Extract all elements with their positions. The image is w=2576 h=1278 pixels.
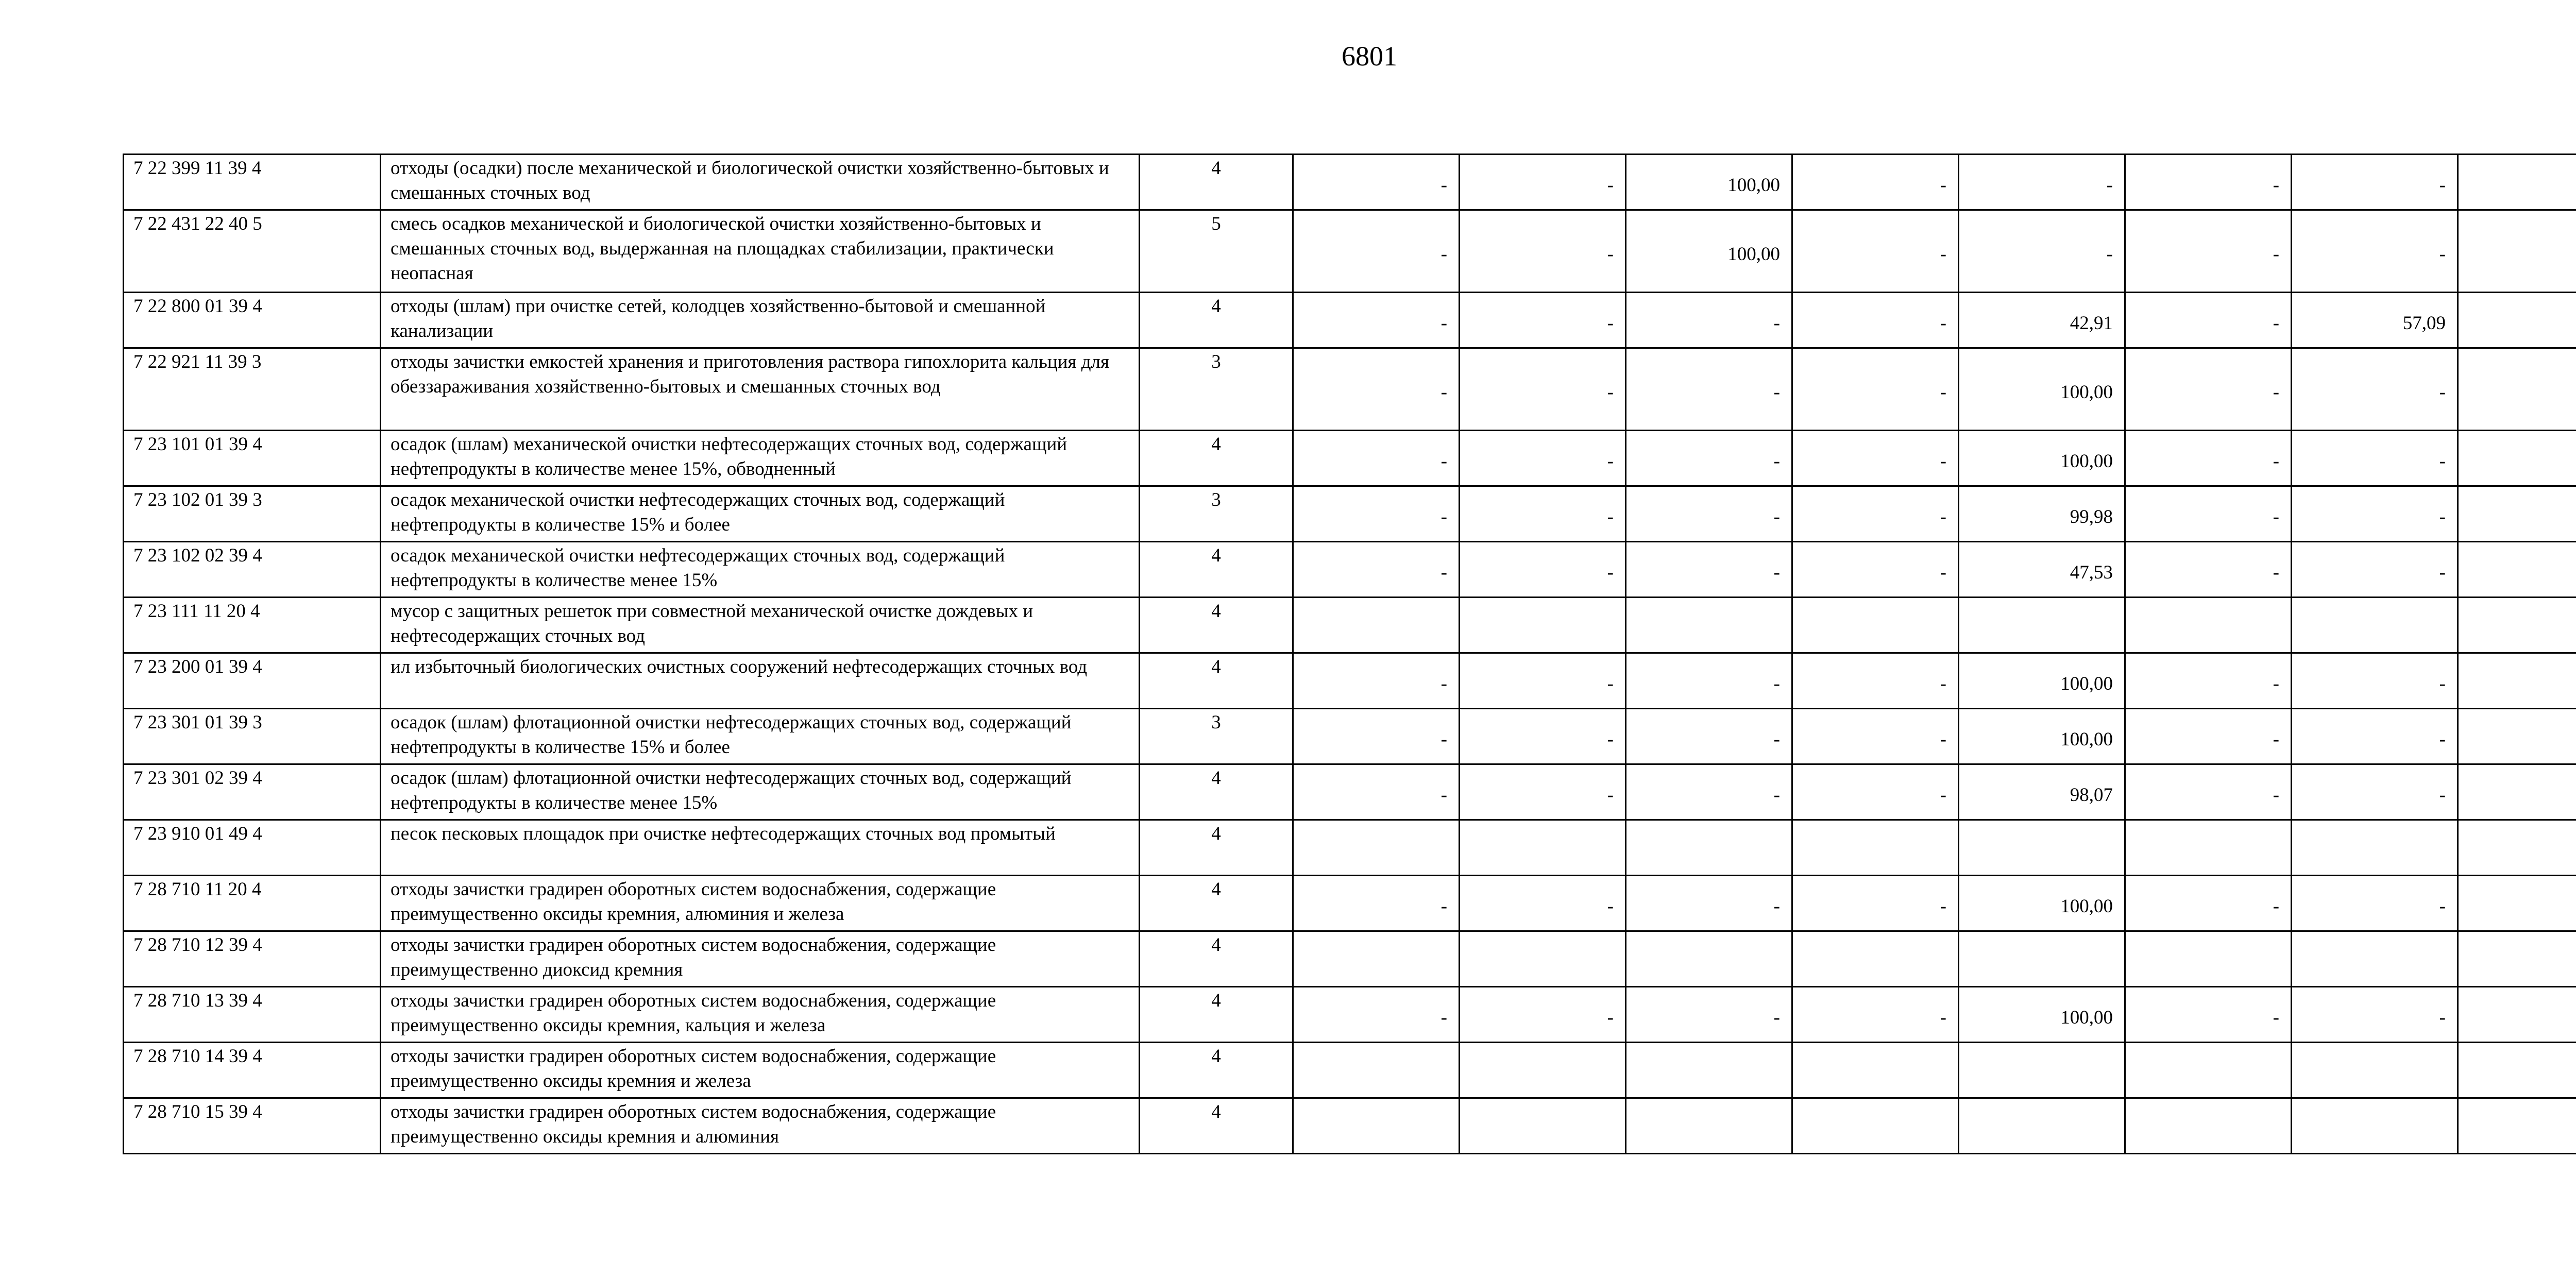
waste-description-cell: отходы зачистки градирен оборотных систем водоснабжения, содержащие преимущественно оксиды кремния и алюминия <box>381 1098 1140 1154</box>
percentage-cell: 42,91 <box>1959 293 2125 348</box>
table-row <box>124 987 2576 1043</box>
percentage-cell <box>1293 820 1460 876</box>
hazard-class-cell: 4 <box>1140 931 1293 987</box>
percentage-cell <box>2458 542 2576 598</box>
percentage-cell <box>1792 1098 1959 1154</box>
waste-code-cell: 7 23 111 11 20 4 <box>124 598 381 653</box>
percentage-cell: 100,00 <box>1959 987 2125 1043</box>
percentage-cell: - <box>1792 210 1959 293</box>
percentage-cell <box>2458 155 2576 210</box>
hazard-class-cell: 4 <box>1140 1043 1293 1098</box>
percentage-cell: - <box>2292 653 2458 709</box>
waste-description-cell: ил избыточный биологических очистных сооружений нефтесодержащих сточных вод <box>381 653 1140 709</box>
percentage-cell: - <box>2125 293 2292 348</box>
percentage-cell: - <box>1460 486 1626 542</box>
percentage-cell: - <box>1792 293 1959 348</box>
percentage-cell <box>2125 820 2292 876</box>
waste-code-cell: 7 23 301 02 39 4 <box>124 764 381 820</box>
percentage-cell: - <box>1626 293 1792 348</box>
table-row <box>124 931 2576 987</box>
waste-code-cell: 7 28 710 11 20 4 <box>124 876 381 931</box>
waste-code-cell: 7 28 710 14 39 4 <box>124 1043 381 1098</box>
percentage-cell: - <box>1792 155 1959 210</box>
percentage-cell <box>1626 1098 1792 1154</box>
percentage-cell <box>1959 820 2125 876</box>
waste-code-cell: 7 28 710 15 39 4 <box>124 1098 381 1154</box>
waste-description-cell: осадок механической очистки нефтесодержащих сточных вод, содержащий нефтепродукты в количестве менее 15% <box>381 542 1140 598</box>
percentage-cell: - <box>1792 486 1959 542</box>
percentage-cell: - <box>1293 486 1460 542</box>
waste-description-cell: отходы зачистки емкостей хранения и приготовления раствора гипохлорита кальция для обеззараживания хозяйственно-бытовых и смешанных сточных вод <box>381 348 1140 431</box>
percentage-cell <box>2292 1098 2458 1154</box>
percentage-cell: - <box>2292 348 2458 431</box>
table-row <box>124 764 2576 820</box>
percentage-cell <box>1460 820 1626 876</box>
waste-description-cell: отходы зачистки градирен оборотных систем водоснабжения, содержащие преимущественно оксиды кремния, кальция и железа <box>381 987 1140 1043</box>
percentage-cell: - <box>1460 348 1626 431</box>
percentage-cell: - <box>1293 709 1460 764</box>
percentage-cell <box>2458 764 2576 820</box>
table-row <box>124 293 2576 348</box>
percentage-cell <box>1460 931 1626 987</box>
percentage-cell <box>1626 598 1792 653</box>
percentage-cell <box>1293 598 1460 653</box>
percentage-cell: 100,00 <box>1959 709 2125 764</box>
percentage-cell <box>1460 598 1626 653</box>
table-row <box>124 348 2576 431</box>
waste-code-cell: 7 28 710 13 39 4 <box>124 987 381 1043</box>
waste-description-cell: отходы (шлам) при очистке сетей, колодцев хозяйственно-бытовой и смешанной канализации <box>381 293 1140 348</box>
percentage-cell <box>1293 1098 1460 1154</box>
waste-code-cell: 7 23 910 01 49 4 <box>124 820 381 876</box>
percentage-cell: - <box>2292 542 2458 598</box>
percentage-cell <box>2292 931 2458 987</box>
percentage-cell: - <box>1460 987 1626 1043</box>
percentage-cell: - <box>2125 210 2292 293</box>
percentage-cell: - <box>2125 653 2292 709</box>
percentage-cell <box>2125 1098 2292 1154</box>
table-row <box>124 1043 2576 1098</box>
waste-description-cell: осадок (шлам) механической очистки нефтесодержащих сточных вод, содержащий нефтепродукты в количестве менее 15%, обводненный <box>381 431 1140 486</box>
percentage-cell: - <box>2125 709 2292 764</box>
percentage-cell <box>2458 598 2576 653</box>
hazard-class-cell: 3 <box>1140 486 1293 542</box>
hazard-class-cell: 3 <box>1140 709 1293 764</box>
percentage-cell: - <box>2125 348 2292 431</box>
percentage-cell: - <box>1293 987 1460 1043</box>
percentage-cell: - <box>1460 210 1626 293</box>
table-row <box>124 653 2576 709</box>
waste-code-cell: 7 22 800 01 39 4 <box>124 293 381 348</box>
percentage-cell: - <box>2125 987 2292 1043</box>
percentage-cell: - <box>1626 486 1792 542</box>
percentage-cell <box>2125 1043 2292 1098</box>
percentage-cell <box>1959 1098 2125 1154</box>
waste-description-cell: мусор с защитных решеток при совместной механической очистке дождевых и нефтесодержащих сточных вод <box>381 598 1140 653</box>
percentage-cell: - <box>1626 431 1792 486</box>
percentage-cell: - <box>2292 210 2458 293</box>
percentage-cell: 100,00 <box>1959 876 2125 931</box>
waste-description-cell: смесь осадков механической и биологической очистки хозяйственно-бытовых и смешанных сточных вод, выдержанная на площадках стабилизации, практически неопасная <box>381 210 1140 293</box>
percentage-cell: - <box>1626 709 1792 764</box>
hazard-class-cell: 5 <box>1140 210 1293 293</box>
percentage-cell <box>2458 210 2576 293</box>
table-row <box>124 709 2576 764</box>
percentage-cell: 99,98 <box>1959 486 2125 542</box>
percentage-cell <box>1959 931 2125 987</box>
hazard-class-cell: 3 <box>1140 348 1293 431</box>
percentage-cell: - <box>1460 542 1626 598</box>
percentage-cell <box>2458 431 2576 486</box>
percentage-cell: - <box>2292 876 2458 931</box>
percentage-cell: - <box>1293 876 1460 931</box>
percentage-cell: - <box>2125 486 2292 542</box>
waste-code-cell: 7 23 102 02 39 4 <box>124 542 381 598</box>
waste-code-cell: 7 22 431 22 40 5 <box>124 210 381 293</box>
percentage-cell: - <box>2292 155 2458 210</box>
percentage-cell: 100,00 <box>1959 348 2125 431</box>
percentage-cell: - <box>1792 542 1959 598</box>
table-row <box>124 876 2576 931</box>
percentage-cell: - <box>2292 431 2458 486</box>
percentage-cell: - <box>1460 431 1626 486</box>
waste-table <box>123 154 2576 1154</box>
percentage-cell: 98,07 <box>1959 764 2125 820</box>
hazard-class-cell: 4 <box>1140 598 1293 653</box>
percentage-cell <box>2458 348 2576 431</box>
percentage-cell: - <box>1293 542 1460 598</box>
percentage-cell: - <box>1293 431 1460 486</box>
percentage-cell: - <box>1626 764 1792 820</box>
table-row <box>124 486 2576 542</box>
percentage-cell <box>2458 876 2576 931</box>
percentage-cell: - <box>1792 348 1959 431</box>
waste-code-cell: 7 22 399 11 39 4 <box>124 155 381 210</box>
waste-code-cell: 7 23 200 01 39 4 <box>124 653 381 709</box>
percentage-cell: - <box>2125 431 2292 486</box>
table-row <box>124 1098 2576 1154</box>
percentage-cell: - <box>1293 155 1460 210</box>
percentage-cell <box>2125 931 2292 987</box>
waste-description-cell: отходы (осадки) после механической и биологической очистки хозяйственно-бытовых и смешанных сточных вод <box>381 155 1140 210</box>
percentage-cell: - <box>1626 653 1792 709</box>
percentage-cell: - <box>2292 987 2458 1043</box>
percentage-cell: - <box>2125 876 2292 931</box>
hazard-class-cell: 4 <box>1140 820 1293 876</box>
percentage-cell <box>2125 598 2292 653</box>
percentage-cell <box>2292 598 2458 653</box>
table-row <box>124 542 2576 598</box>
hazard-class-cell: 4 <box>1140 1098 1293 1154</box>
percentage-cell: 100,00 <box>1626 210 1792 293</box>
hazard-class-cell: 4 <box>1140 431 1293 486</box>
waste-description-cell: осадок механической очистки нефтесодержащих сточных вод, содержащий нефтепродукты в количестве 15% и более <box>381 486 1140 542</box>
percentage-cell <box>2458 293 2576 348</box>
percentage-cell <box>1460 1043 1626 1098</box>
percentage-cell: - <box>1293 764 1460 820</box>
percentage-cell: - <box>1626 348 1792 431</box>
percentage-cell: - <box>1792 709 1959 764</box>
percentage-cell: 57,09 <box>2292 293 2458 348</box>
percentage-cell: - <box>1959 155 2125 210</box>
percentage-cell: - <box>2125 764 2292 820</box>
table-row <box>124 820 2576 876</box>
percentage-cell: - <box>1626 876 1792 931</box>
table-row <box>124 598 2576 653</box>
hazard-class-cell: 4 <box>1140 293 1293 348</box>
percentage-cell: - <box>2292 764 2458 820</box>
percentage-cell: 47,53 <box>1959 542 2125 598</box>
percentage-cell: - <box>2292 486 2458 542</box>
percentage-cell <box>1792 1043 1959 1098</box>
hazard-class-cell: 4 <box>1140 155 1293 210</box>
percentage-cell: - <box>1293 293 1460 348</box>
waste-code-cell: 7 28 710 12 39 4 <box>124 931 381 987</box>
waste-code-cell: 7 22 921 11 39 3 <box>124 348 381 431</box>
percentage-cell: - <box>2292 709 2458 764</box>
percentage-cell: - <box>1293 653 1460 709</box>
waste-code-cell: 7 23 301 01 39 3 <box>124 709 381 764</box>
percentage-cell <box>2458 1043 2576 1098</box>
waste-description-cell: песок песковых площадок при очистке нефтесодержащих сточных вод промытый <box>381 820 1140 876</box>
percentage-cell <box>1460 1098 1626 1154</box>
table-row <box>124 431 2576 486</box>
percentage-cell: - <box>1460 293 1626 348</box>
percentage-cell <box>1626 820 1792 876</box>
percentage-cell <box>2292 1043 2458 1098</box>
percentage-cell <box>2458 486 2576 542</box>
percentage-cell <box>1626 931 1792 987</box>
page-number: 6801 <box>1342 41 1397 72</box>
waste-description-cell: осадок (шлам) флотационной очистки нефтесодержащих сточных вод, содержащий нефтепродукты в количестве 15% и более <box>381 709 1140 764</box>
percentage-cell <box>2292 820 2458 876</box>
waste-description-cell: отходы зачистки градирен оборотных систем водоснабжения, содержащие преимущественно диоксид кремния <box>381 931 1140 987</box>
percentage-cell: 100,00 <box>1626 155 1792 210</box>
percentage-cell <box>1293 1043 1460 1098</box>
percentage-cell <box>1792 820 1959 876</box>
percentage-cell: 100,00 <box>1959 653 2125 709</box>
percentage-cell <box>2458 931 2576 987</box>
percentage-cell: - <box>1792 876 1959 931</box>
percentage-cell: - <box>2125 542 2292 598</box>
percentage-cell <box>1792 598 1959 653</box>
percentage-cell: - <box>1792 653 1959 709</box>
percentage-cell <box>2458 987 2576 1043</box>
waste-code-cell: 7 23 102 01 39 3 <box>124 486 381 542</box>
percentage-cell <box>1792 931 1959 987</box>
hazard-class-cell: 4 <box>1140 542 1293 598</box>
hazard-class-cell: 4 <box>1140 987 1293 1043</box>
percentage-cell: - <box>1460 876 1626 931</box>
percentage-cell <box>2458 820 2576 876</box>
hazard-class-cell: 4 <box>1140 764 1293 820</box>
hazard-class-cell: 4 <box>1140 653 1293 709</box>
percentage-cell <box>2458 709 2576 764</box>
waste-description-cell: осадок (шлам) флотационной очистки нефтесодержащих сточных вод, содержащий нефтепродукты в количестве менее 15% <box>381 764 1140 820</box>
percentage-cell: - <box>1460 709 1626 764</box>
percentage-cell <box>1293 931 1460 987</box>
percentage-cell: - <box>1959 210 2125 293</box>
percentage-cell <box>1959 598 2125 653</box>
hazard-class-cell: 4 <box>1140 876 1293 931</box>
percentage-cell <box>2458 653 2576 709</box>
percentage-cell: - <box>1293 348 1460 431</box>
percentage-cell: - <box>1626 987 1792 1043</box>
table-body <box>124 155 2576 1154</box>
percentage-cell: 100,00 <box>1959 431 2125 486</box>
waste-description-cell: отходы зачистки градирен оборотных систем водоснабжения, содержащие преимущественно оксиды кремния и железа <box>381 1043 1140 1098</box>
percentage-cell: - <box>1293 210 1460 293</box>
percentage-cell: - <box>1792 987 1959 1043</box>
table-row <box>124 210 2576 293</box>
percentage-cell: - <box>1792 764 1959 820</box>
percentage-cell: - <box>1626 542 1792 598</box>
percentage-cell: - <box>2125 155 2292 210</box>
percentage-cell: - <box>1460 155 1626 210</box>
percentage-cell <box>2458 1098 2576 1154</box>
percentage-cell: - <box>1460 653 1626 709</box>
table-row <box>124 155 2576 210</box>
percentage-cell: - <box>1460 764 1626 820</box>
waste-description-cell: отходы зачистки градирен оборотных систем водоснабжения, содержащие преимущественно оксиды кремния, алюминия и железа <box>381 876 1140 931</box>
percentage-cell <box>1959 1043 2125 1098</box>
percentage-cell <box>1626 1043 1792 1098</box>
percentage-cell: - <box>1792 431 1959 486</box>
waste-code-cell: 7 23 101 01 39 4 <box>124 431 381 486</box>
